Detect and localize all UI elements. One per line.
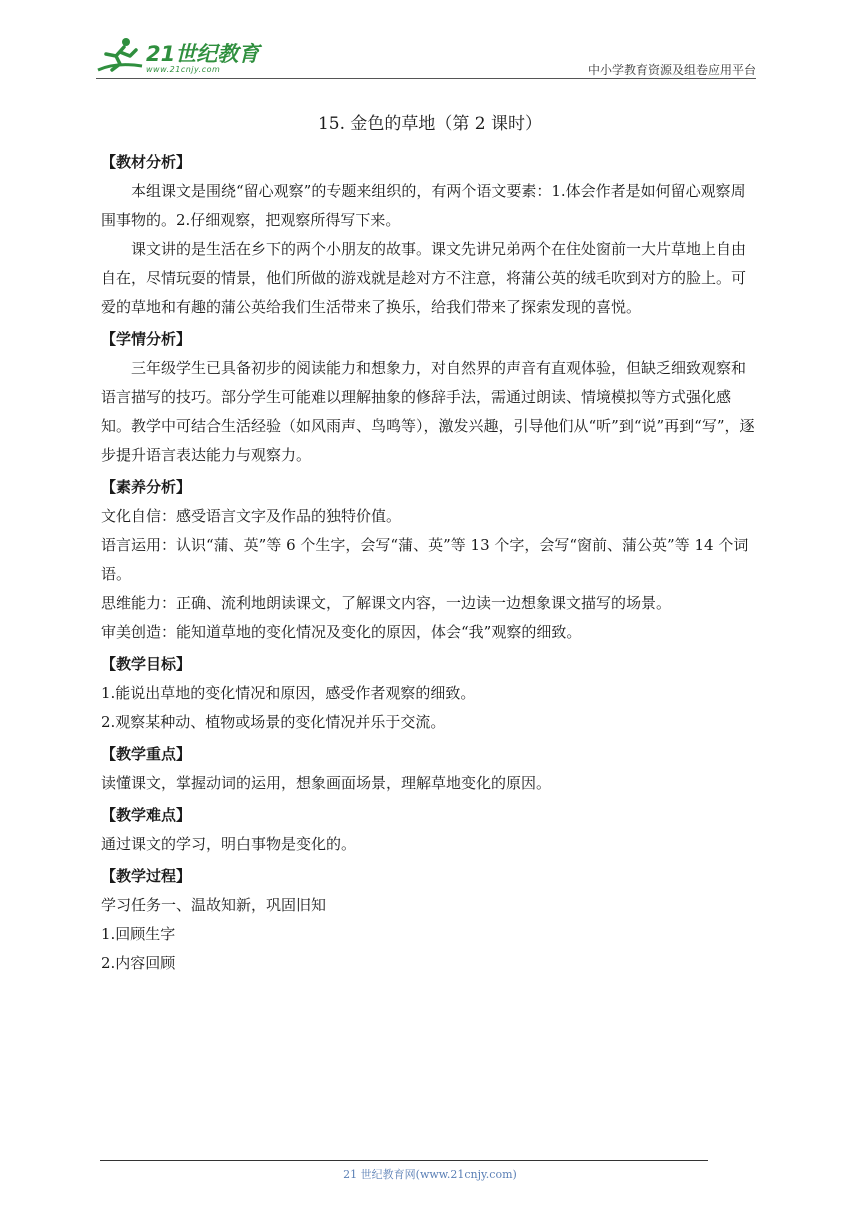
- list-item: 语言运用：认识“蒲、英”等 6 个生字，会写“蒲、英”等 13 个字，会写“窗前、蒲公英”等 14 个词语。: [101, 536, 749, 583]
- section-heading: 【教学过程】: [101, 867, 192, 885]
- list-item: 读懂课文，掌握动词的运用，想象画面场景，理解草地变化的原因。: [101, 774, 552, 792]
- paragraph: 三年级学生已具备初步的阅读能力和想象力，对自然界的声音有直观体验，但缺乏细致观察和语言描写的技巧。部分学生可能难以理解抽象的修辞手法，需通过朗读、情境模拟等方式强化感知。教学中可结合生活经验（如风雨声、鸟鸣等），激发兴趣，引导他们从“听”到“说”再到“写”，逐步提升语言表达能力与观察力。: [101, 359, 755, 464]
- list-item: 思维能力：正确、流利地朗读课文，了解课文内容，一边读一边想象课文描写的场景。: [101, 594, 672, 612]
- runner-logo-icon: [96, 36, 144, 74]
- list-item: 1.能说出草地的变化情况和原因，感受作者观察的细致。: [101, 684, 476, 702]
- list-item: 学习任务一、温故知新，巩固旧知: [101, 896, 327, 914]
- document-body: [101, 145, 759, 978]
- lesson-title: 15. 金色的草地（第 2 课时）: [317, 114, 543, 134]
- header-divider: [96, 78, 756, 79]
- logo-title: 21世纪教育: [146, 42, 260, 66]
- list-item: 通过课文的学习，明白事物是变化的。: [101, 835, 357, 853]
- section-heading: 【学情分析】: [101, 330, 192, 348]
- footer-text: 21 世纪教育网(www.21cnjy.com): [343, 1168, 517, 1181]
- section-heading: 【素养分析】: [101, 478, 192, 496]
- page-header: [96, 34, 756, 80]
- logo-url: www.21cnjy.com: [146, 65, 221, 74]
- logo: [96, 34, 266, 78]
- section-heading: 【教学目标】: [101, 655, 192, 673]
- section-heading: 【教学难点】: [101, 806, 192, 824]
- list-item: 2.观察某种动、植物或场景的变化情况并乐于交流。: [101, 713, 446, 731]
- list-item: 1.回顾生字: [101, 925, 176, 943]
- footer-divider: [100, 1160, 708, 1161]
- list-item: 文化自信：感受语言文字及作品的独特价值。: [101, 507, 402, 525]
- section-heading: 【教材分析】: [101, 153, 192, 171]
- list-item: 审美创造：能知道草地的变化情况及变化的原因，体会“我”观察的细致。: [101, 623, 582, 641]
- paragraph: 本组课文是围绕“留心观察”的专题来组织的，有两个语文要素：1.体会作者是如何留心观察周围事物的。2.仔细观察，把观察所得写下来。: [101, 182, 746, 229]
- section-heading: 【教学重点】: [101, 745, 192, 763]
- platform-name: 中小学教育资源及组卷应用平台: [587, 63, 756, 77]
- paragraph: 课文讲的是生活在乡下的两个小朋友的故事。课文先讲兄弟两个在住处窗前一大片草地上自由自在，尽情玩耍的情景，他们所做的游戏就是趁对方不注意，将蒲公英的绒毛吹到对方的脸上。可爱的草地和有趣的蒲公英给我们生活带来了换乐，给我们带来了探索发现的喜悦。: [101, 240, 747, 316]
- list-item: 2.内容回顾: [101, 954, 176, 972]
